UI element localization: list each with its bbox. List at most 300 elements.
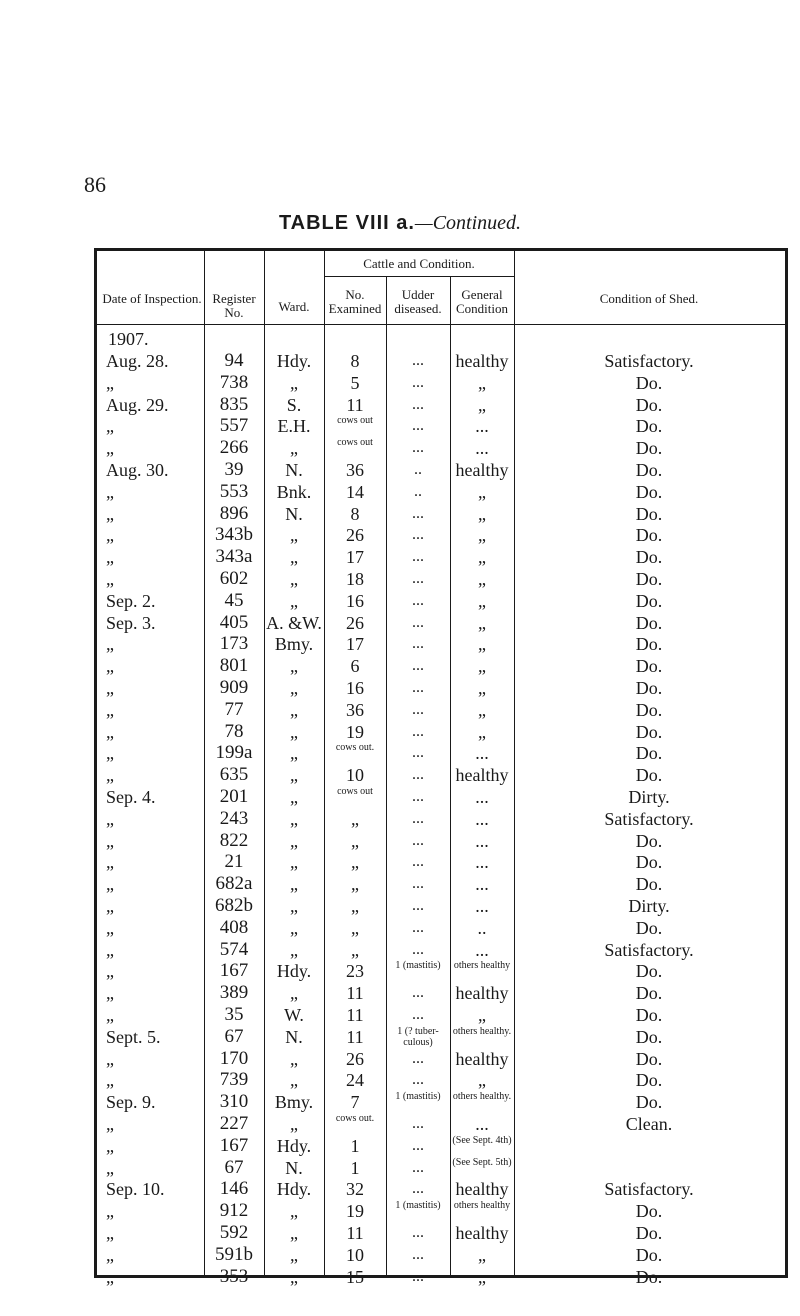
cell-shed: Do. <box>635 460 663 480</box>
cell-gen: healthy <box>455 1179 509 1200</box>
cell-gen: ... <box>475 438 489 459</box>
cell-date: Sep. 4. <box>106 787 156 807</box>
cell-reg: 35 <box>224 1004 244 1025</box>
cell-num: 18 <box>346 569 364 589</box>
cell-shed: Satisfactory. <box>604 808 694 829</box>
cell-ward: A. &W. <box>266 612 322 633</box>
cell-gen: „ <box>478 699 486 720</box>
cell-ward: „ <box>290 547 298 568</box>
cell-udder: ... <box>412 1071 424 1089</box>
cell-shed: Satisfactory. <box>604 351 694 371</box>
cell-udder: ... <box>412 744 424 762</box>
cell-shed: Do. <box>635 852 663 873</box>
cell-num: 19 <box>346 721 364 742</box>
cell-shed: Do. <box>635 1070 663 1091</box>
cell-num: cows out. <box>335 742 375 754</box>
cell-date: „ <box>106 1005 114 1025</box>
cell-reg: 408 <box>219 916 249 938</box>
cell-num: 8 <box>350 351 360 371</box>
cell-udder: ... <box>412 853 424 871</box>
cell-ward: „ <box>290 1223 298 1243</box>
cell-gen: „ <box>478 634 486 655</box>
cell-gen: ... <box>475 743 489 764</box>
cell-reg: 243 <box>219 807 249 829</box>
cell-num: cows out <box>337 437 373 449</box>
cell-reg: 574 <box>219 938 249 960</box>
cell-udder: ... <box>412 373 424 391</box>
cell-ward: „ <box>290 896 298 916</box>
cell-shed: Dirty. <box>628 896 670 916</box>
cell-num: cows out <box>337 786 373 797</box>
cell-num: 10 <box>346 1244 364 1265</box>
cell-date: „ <box>106 481 114 502</box>
cell-ward: S. <box>286 394 302 415</box>
cell-udder: ... <box>412 722 424 740</box>
cell-ward: „ <box>290 874 298 895</box>
cell-date: „ <box>106 438 114 459</box>
cell-gen: ... <box>475 1114 489 1134</box>
cell-ward: Hdy. <box>276 1179 312 1200</box>
cell-gen: ... <box>475 808 489 829</box>
cell-reg: 557 <box>219 415 249 437</box>
cell-udder: ... <box>412 1224 424 1241</box>
cell-num: 36 <box>346 460 364 480</box>
cell-shed: Do. <box>635 394 663 415</box>
cell-date: Sep. 3. <box>106 612 156 633</box>
cell-gen: „ <box>478 656 486 677</box>
cell-gen: „ <box>478 503 486 524</box>
cell-ward: N. <box>285 460 303 480</box>
cell-date: „ <box>106 939 114 960</box>
cell-reg: 912 <box>219 1200 249 1222</box>
cell-reg: 592 <box>219 1222 249 1243</box>
cell-date: Aug. 29. <box>106 394 169 415</box>
cell-shed: Satisfactory. <box>604 939 694 960</box>
cell-date: Sep. 10. <box>106 1179 165 1200</box>
cell-reg: 896 <box>219 502 249 524</box>
cell-reg: 738 <box>219 371 249 393</box>
cell-udder: 1 (mastitis) <box>395 960 441 972</box>
cell-reg: 266 <box>219 437 249 459</box>
cell-shed: Do. <box>635 569 663 589</box>
cell-ward: N. <box>285 1026 303 1047</box>
header-number: No. Examined <box>328 287 382 316</box>
cell-num: 26 <box>346 1048 364 1069</box>
cell-shed: Do. <box>635 699 663 720</box>
cell-date: „ <box>106 1048 114 1069</box>
cell-date: „ <box>106 983 114 1004</box>
cell-udder: ... <box>412 1115 424 1132</box>
cell-gen: „ <box>478 547 486 568</box>
cell-date: Aug. 28. <box>106 351 169 371</box>
cell-date: „ <box>106 1114 114 1134</box>
cell-num: 5 <box>350 372 360 393</box>
cell-shed: Do. <box>635 1223 663 1243</box>
cell-reg: 78 <box>224 720 244 742</box>
cell-gen: healthy <box>455 983 509 1004</box>
cell-gen: .. <box>477 917 487 938</box>
cell-date: „ <box>106 917 114 938</box>
cell-shed: Satisfactory. <box>604 1179 694 1200</box>
cell-num: „ <box>351 874 359 895</box>
cell-date: „ <box>106 721 114 742</box>
cell-num: „ <box>351 917 359 938</box>
header-date: Date of Inspection. <box>102 291 202 306</box>
cell-gen: „ <box>478 525 486 546</box>
cell-gen: others healthy <box>453 1200 511 1212</box>
cell-ward: „ <box>290 939 298 960</box>
cell-num: 11 <box>346 983 364 1004</box>
cell-gen: ... <box>475 830 489 851</box>
cell-reg: 173 <box>219 633 249 655</box>
cell-udder: ... <box>412 984 424 1002</box>
cell-date: „ <box>106 656 114 677</box>
table-title-suffix: —Continued. <box>414 212 522 234</box>
cell-udder: ... <box>412 417 424 435</box>
cell-date: „ <box>106 699 114 720</box>
cell-date: „ <box>106 961 114 982</box>
page-number: 86 <box>84 172 106 197</box>
cell-gen: others healthy <box>453 960 511 972</box>
cell-num: 19 <box>346 1201 364 1222</box>
cell-shed: Do. <box>635 1092 663 1113</box>
cell-shed: Do. <box>635 656 663 677</box>
table-row <box>0 1264 800 1290</box>
cell-num: „ <box>351 896 359 916</box>
cell-reg: 67 <box>224 1025 244 1047</box>
cell-shed: Do. <box>635 612 663 633</box>
cell-udder: ... <box>412 809 424 827</box>
cell-shed: Do. <box>635 634 663 655</box>
cell-udder: ... <box>412 831 424 849</box>
cell-ward: „ <box>290 1244 298 1265</box>
cell-num: „ <box>351 808 359 829</box>
cell-num: 36 <box>346 699 364 720</box>
cell-udder: ... <box>412 700 424 718</box>
cell-num: 24 <box>346 1070 364 1091</box>
cell-shed: Do. <box>635 1048 663 1069</box>
cell-reg: 67 <box>224 1156 244 1178</box>
cell-reg: 227 <box>219 1113 249 1134</box>
cell-ward: „ <box>290 983 298 1004</box>
cell-gen: others healthy. <box>452 1091 512 1103</box>
cell-udder: 1 (mastitis) <box>395 1091 441 1103</box>
cell-date: „ <box>106 1201 114 1222</box>
cell-date: „ <box>106 569 114 589</box>
cell-shed: Clean. <box>625 1114 673 1134</box>
cell-udder: ... <box>412 1158 424 1176</box>
cell-gen: (See Sept. 5th) <box>452 1156 512 1168</box>
cell-date: „ <box>106 874 114 895</box>
cell-udder: ... <box>412 395 424 413</box>
cell-gen: healthy <box>455 1048 509 1069</box>
cell-date: „ <box>106 852 114 873</box>
cell-gen: „ <box>478 678 486 698</box>
cell-ward: Hdy. <box>276 1135 312 1156</box>
cell-num: 11 <box>346 1005 364 1025</box>
cell-udder: ... <box>412 613 424 631</box>
cell-udder: ... <box>412 526 424 544</box>
cell-num: 10 <box>346 765 364 786</box>
cell-date: „ <box>106 634 114 655</box>
cell-reg: 146 <box>219 1178 249 1200</box>
cell-date: „ <box>106 1266 114 1287</box>
cell-ward: „ <box>290 1266 298 1287</box>
cell-udder: ... <box>412 897 424 914</box>
cell-ward: „ <box>290 438 298 459</box>
cell-shed: Do. <box>635 983 663 1004</box>
cell-gen: „ <box>478 1070 486 1091</box>
cell-ward: N. <box>285 503 303 524</box>
cell-reg: 389 <box>219 982 249 1004</box>
cell-gen: others healthy. <box>452 1025 512 1037</box>
cell-reg: 591b <box>215 1243 253 1265</box>
cell-udder: 1 (? tuber- culous) <box>397 1025 439 1048</box>
cell-ward: „ <box>290 743 298 764</box>
cell-gen: „ <box>478 569 486 589</box>
cell-ward: „ <box>290 1114 298 1134</box>
cell-num: „ <box>351 830 359 851</box>
cell-ward: „ <box>290 765 298 786</box>
cell-reg: 822 <box>219 829 249 851</box>
cell-date: „ <box>106 503 114 524</box>
cell-ward: Bmy. <box>274 634 314 655</box>
cell-shed: Do. <box>635 416 663 437</box>
cell-udder: ... <box>412 439 424 457</box>
cell-reg: 167 <box>219 1134 249 1156</box>
header-udder: Udder diseased. <box>394 287 442 316</box>
cell-date: „ <box>106 372 114 393</box>
cell-date: „ <box>106 1244 114 1265</box>
header-shed: Condition of Shed. <box>599 291 699 306</box>
cell-date: „ <box>106 896 114 916</box>
cell-gen: „ <box>478 1244 486 1265</box>
cell-gen: „ <box>478 1266 486 1287</box>
cell-reg: 602 <box>219 568 249 589</box>
cell-gen: ... <box>475 874 489 895</box>
cell-ward: „ <box>290 569 298 589</box>
cell-ward: „ <box>290 787 298 807</box>
cell-reg: 201 <box>219 786 249 807</box>
cell-shed: Do. <box>635 481 663 502</box>
cell-date: „ <box>106 830 114 851</box>
cell-reg: 45 <box>224 589 244 611</box>
cell-ward: „ <box>290 852 298 873</box>
cell-gen: „ <box>478 372 486 393</box>
cell-num: 15 <box>346 1266 364 1287</box>
cell-ward: E.H. <box>277 416 311 437</box>
cell-date: „ <box>106 525 114 546</box>
cell-gen: ... <box>475 416 489 437</box>
cell-udder: ... <box>412 918 424 936</box>
cell-date: „ <box>106 808 114 829</box>
cell-shed: Do. <box>635 765 663 786</box>
cell-num: 8 <box>350 503 360 524</box>
cell-reg: 199a <box>215 742 253 764</box>
cell-num: 6 <box>350 656 360 677</box>
cell-num: 26 <box>346 525 364 546</box>
cell-num: 16 <box>346 590 364 611</box>
cell-shed: Do. <box>635 1026 663 1047</box>
cell-ward: „ <box>290 590 298 611</box>
cell-shed: Do. <box>635 1201 663 1222</box>
cell-shed: Do. <box>635 874 663 895</box>
cell-ward: „ <box>290 372 298 393</box>
cell-udder: ... <box>412 1049 424 1067</box>
cell-date: „ <box>106 743 114 764</box>
cell-num: 7 <box>350 1092 360 1113</box>
cell-ward: „ <box>290 1048 298 1069</box>
cell-reg: 170 <box>219 1047 249 1069</box>
cell-reg: 21 <box>224 851 244 873</box>
cell-gen: „ <box>478 590 486 611</box>
cell-reg: 835 <box>219 393 249 415</box>
cell-reg: 682b <box>215 895 253 916</box>
cell-date: „ <box>106 1157 114 1178</box>
cell-date: Sep. 9. <box>106 1092 156 1113</box>
cell-reg: 682a <box>215 873 253 895</box>
cell-udder: ... <box>412 591 424 609</box>
cell-date: „ <box>106 416 114 437</box>
cell-date: „ <box>106 547 114 568</box>
cell-gen: healthy <box>455 460 509 480</box>
cell-udder: ... <box>412 1245 424 1263</box>
cell-num: cows out <box>337 415 373 427</box>
cell-num: 1 <box>350 1157 360 1178</box>
cell-ward: „ <box>290 808 298 829</box>
cell-gen: (See Sept. 4th) <box>452 1134 512 1146</box>
cell-ward: „ <box>290 699 298 720</box>
cell-ward: „ <box>290 525 298 546</box>
cell-reg: 801 <box>219 655 249 677</box>
year-label: 1907. <box>108 329 149 349</box>
cell-ward: W. <box>284 1005 304 1025</box>
cell-num: 11 <box>346 1026 364 1047</box>
cell-num: „ <box>351 939 359 960</box>
cell-ward: „ <box>290 1070 298 1091</box>
cell-gen: „ <box>478 721 486 742</box>
cell-shed: Dirty. <box>628 787 670 807</box>
cell-reg: 353 <box>219 1265 249 1287</box>
cell-shed: Do. <box>635 1266 663 1287</box>
cell-reg: 39 <box>224 459 244 480</box>
cell-gen: „ <box>478 481 486 502</box>
cell-gen: healthy <box>455 351 509 371</box>
cell-udder: ... <box>412 766 424 784</box>
cell-num: 17 <box>346 547 364 568</box>
cell-shed: Do. <box>635 917 663 938</box>
cell-reg: 343b <box>215 524 253 546</box>
cell-shed: Do. <box>635 590 663 611</box>
cell-reg: 553 <box>219 480 249 502</box>
cell-ward: Hdy. <box>276 351 312 371</box>
cell-num: cows out. <box>335 1113 375 1124</box>
cell-ward: Bmy. <box>274 1092 314 1113</box>
cell-udder: ... <box>412 1136 424 1154</box>
cell-ward: „ <box>290 656 298 677</box>
cell-udder: ... <box>412 940 424 958</box>
cell-shed: Do. <box>635 547 663 568</box>
cell-gen: ... <box>475 896 489 916</box>
cell-udder: ... <box>412 875 424 893</box>
table-title-label: TABLE VIII a. <box>278 212 415 234</box>
header-general: General Condition <box>455 287 508 316</box>
cell-udder: ... <box>412 548 424 566</box>
cell-udder: ... <box>412 570 424 587</box>
cell-num: 17 <box>346 634 364 655</box>
cell-reg: 167 <box>219 960 249 982</box>
cell-date: „ <box>106 765 114 786</box>
cell-num: 23 <box>346 961 364 982</box>
cell-date: „ <box>106 1223 114 1243</box>
cell-udder: ... <box>412 657 424 675</box>
cell-ward: „ <box>290 721 298 742</box>
cell-date: Sep. 2. <box>106 590 156 611</box>
cell-num: 11 <box>346 394 364 415</box>
cell-shed: Do. <box>635 1244 663 1265</box>
cell-ward: Bnk. <box>276 481 312 502</box>
cell-reg: 94 <box>224 350 244 371</box>
cell-shed: Do. <box>635 743 663 764</box>
cell-shed: Do. <box>635 1005 663 1025</box>
cell-shed: Do. <box>635 525 663 546</box>
cell-shed: Do. <box>635 721 663 742</box>
cell-gen: „ <box>478 612 486 633</box>
cell-num: 26 <box>346 612 364 633</box>
cell-date: Sept. 5. <box>106 1026 161 1047</box>
header-ward: Ward. <box>278 299 310 314</box>
cell-ward: „ <box>290 1201 298 1222</box>
cell-reg: 739 <box>219 1069 249 1091</box>
cell-gen: ... <box>475 787 489 807</box>
cell-gen: ... <box>475 939 489 960</box>
cell-reg: 343a <box>215 546 253 568</box>
cell-ward: Hdy. <box>276 961 312 982</box>
cell-shed: Do. <box>635 372 663 393</box>
cell-ward: „ <box>290 917 298 938</box>
cell-udder: ... <box>412 635 424 653</box>
cell-udder: ... <box>412 788 424 805</box>
cell-udder: 1 (mastitis) <box>395 1200 441 1212</box>
cell-shed: Do. <box>635 438 663 459</box>
cell-gen: „ <box>478 394 486 415</box>
cell-gen: healthy <box>455 765 509 786</box>
cell-date: „ <box>106 1070 114 1091</box>
cell-reg: 405 <box>219 611 249 633</box>
cell-ward: N. <box>285 1157 303 1178</box>
cell-num: 1 <box>350 1135 360 1156</box>
cell-udder: ... <box>412 1267 424 1285</box>
cell-shed: Do. <box>635 961 663 982</box>
cell-num: 32 <box>346 1179 364 1200</box>
cell-gen: „ <box>478 1005 486 1025</box>
header-cattle-group: Cattle and Condition. <box>363 256 475 271</box>
cell-udder: ... <box>412 679 424 696</box>
cell-udder: ... <box>412 1180 424 1198</box>
cell-gen: healthy <box>455 1223 509 1243</box>
cell-reg: 909 <box>219 677 249 698</box>
cell-udder: ... <box>412 352 424 369</box>
cell-num: „ <box>351 852 359 873</box>
header-register: Register No. <box>212 291 256 320</box>
cell-udder: ... <box>412 1006 424 1023</box>
cell-shed: Do. <box>635 503 663 524</box>
cell-date: „ <box>106 678 114 698</box>
cell-shed: Do. <box>635 830 663 851</box>
cell-date: Aug. 30. <box>106 460 169 480</box>
cell-num: 16 <box>346 678 364 698</box>
cell-udder: .. <box>414 482 422 500</box>
